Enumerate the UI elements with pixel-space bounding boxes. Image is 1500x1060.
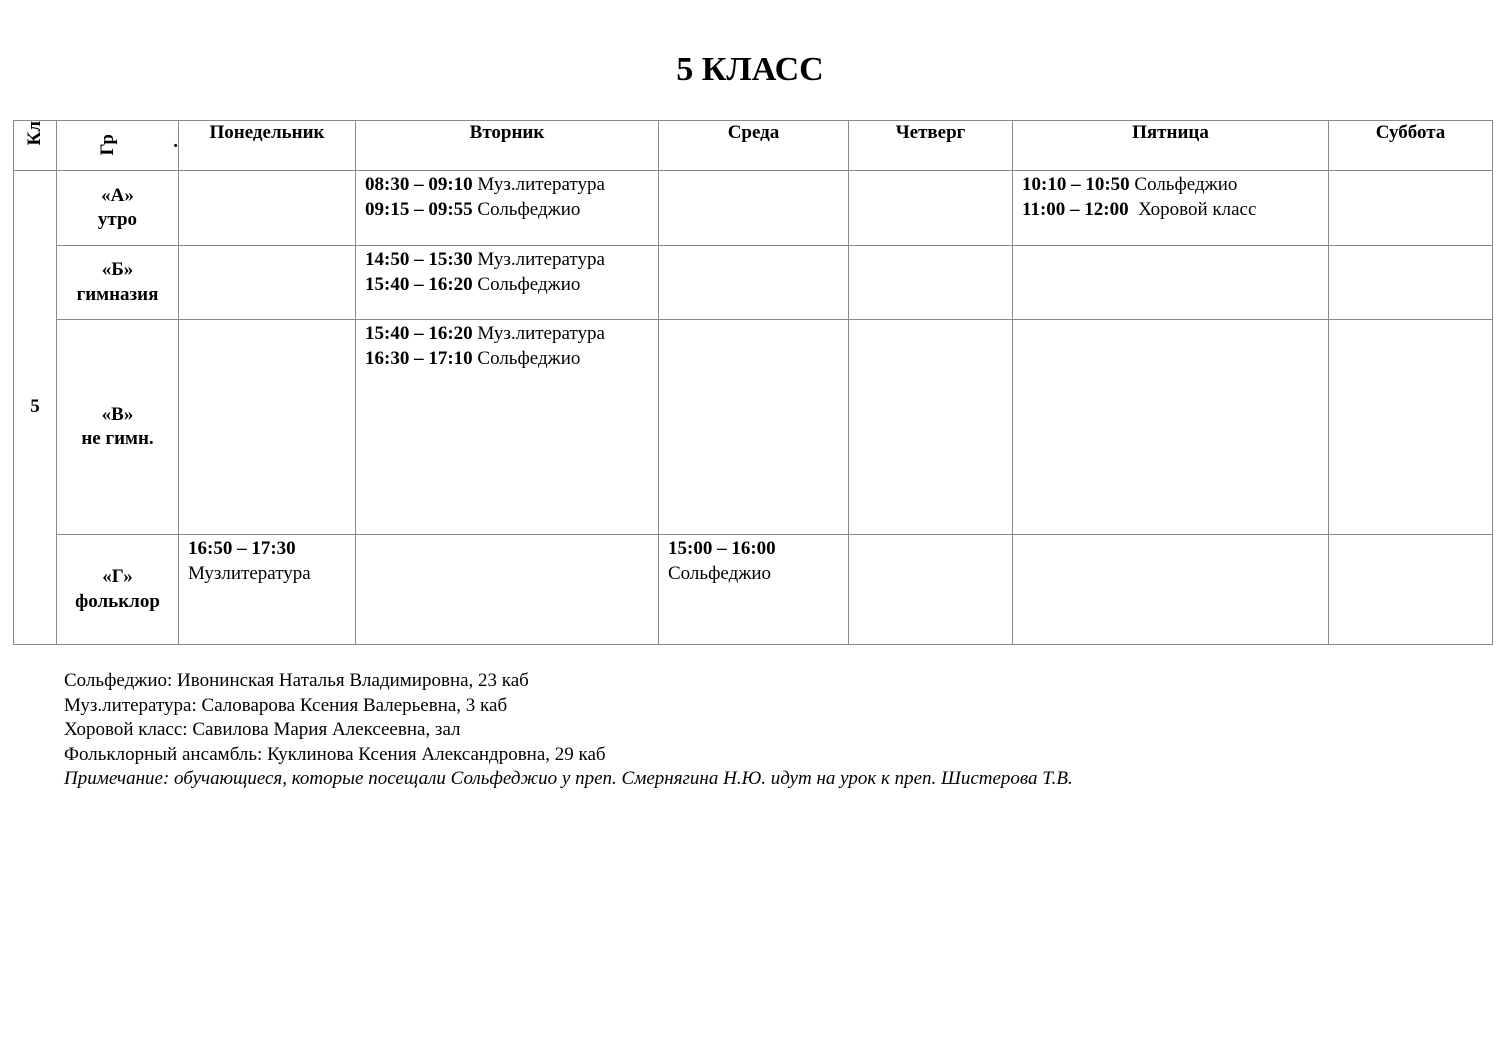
lesson-entry	[365, 248, 658, 273]
group-name: «В»	[101, 403, 134, 425]
class-number-cell	[14, 171, 57, 645]
header-day-wednesday: Среда	[659, 121, 849, 171]
lesson-subject: Сольфеджио	[472, 198, 581, 220]
slot-wednesday	[659, 535, 849, 645]
lesson-subject: Сольфеджио	[472, 347, 581, 369]
lesson-time: 14:50 – 15:30	[365, 249, 473, 270]
note-line: Хоровой класс: Савилова Мария Алексеевна, зал	[64, 719, 461, 740]
header-group-dot: .	[173, 130, 178, 152]
lesson-subject: Сольфеджио	[668, 562, 772, 584]
slot-saturday	[1329, 171, 1493, 246]
slot-monday	[179, 171, 356, 246]
schedule-row	[14, 535, 1493, 645]
group-type: фольклор	[75, 590, 160, 612]
header-day-tuesday: Вторник	[356, 121, 659, 171]
header-class-label: Кл	[23, 121, 45, 146]
lesson-entry	[188, 537, 355, 586]
slot-friday	[1013, 246, 1329, 320]
group-type: не гимн.	[81, 428, 154, 449]
slot-thursday	[849, 535, 1013, 645]
schedule-row	[14, 320, 1493, 535]
lesson-time: 15:40 – 16:20	[365, 323, 473, 344]
note-line: Муз.литература: Саловарова Ксения Валерьевна, 3 каб	[64, 694, 508, 716]
slot-thursday	[849, 246, 1013, 320]
group-name: «А»	[101, 184, 134, 206]
slot-tuesday	[356, 320, 659, 535]
lesson-time: 16:30 – 17:10	[365, 347, 473, 369]
group-name: «Г»	[102, 566, 133, 587]
lesson-subject: Муз.литература	[472, 323, 605, 344]
slot-wednesday	[659, 171, 849, 246]
lesson-entry	[668, 537, 848, 586]
header-class-cell	[14, 121, 57, 171]
schedule-row	[14, 171, 1493, 246]
lesson-time: 10:10 – 10:50	[1022, 174, 1130, 195]
header-day-thursday: Четверг	[849, 121, 1013, 171]
slot-tuesday	[356, 246, 659, 320]
slot-thursday	[849, 320, 1013, 535]
lesson-subject: Хоровой класс	[1128, 198, 1257, 220]
group-cell	[57, 171, 179, 246]
lesson-time: 16:50 – 17:30	[188, 538, 296, 559]
slot-tuesday	[356, 171, 659, 246]
slot-friday	[1013, 171, 1329, 246]
lesson-entry	[365, 322, 658, 347]
slot-monday	[179, 535, 356, 645]
slot-friday	[1013, 535, 1329, 645]
lesson-entry	[365, 347, 658, 372]
lesson-time: 08:30 – 09:10	[365, 174, 473, 195]
lesson-subject: Муз.литература	[472, 249, 605, 270]
header-group-cell	[57, 121, 179, 171]
slot-tuesday	[356, 535, 659, 645]
slot-wednesday	[659, 320, 849, 535]
header-row	[14, 121, 1493, 171]
notes-block	[64, 669, 1073, 792]
lesson-time: 15:00 – 16:00	[668, 538, 776, 559]
schedule-table	[13, 120, 1493, 645]
note-line: Сольфеджио: Ивонинская Наталья Владимировна, 23 каб	[64, 670, 529, 691]
lesson-time: 15:40 – 16:20	[365, 273, 473, 295]
header-day-monday: Понедельник	[179, 121, 356, 171]
class-number: 5	[30, 396, 40, 418]
page-title: 5 КЛАСС	[676, 51, 824, 88]
header-group-label: Гр	[96, 134, 118, 156]
slot-monday	[179, 246, 356, 320]
group-cell	[57, 246, 179, 320]
slot-saturday	[1329, 535, 1493, 645]
group-type: гимназия	[76, 283, 159, 305]
lesson-subject: Сольфеджио	[1129, 174, 1238, 195]
header-day-saturday: Суббота	[1329, 121, 1493, 171]
slot-wednesday	[659, 246, 849, 320]
group-cell	[57, 320, 179, 535]
slot-saturday	[1329, 320, 1493, 535]
schedule-row	[14, 246, 1493, 320]
note-line: Фольклорный ансамбль: Куклинова Ксения Александровна, 29 каб	[64, 743, 606, 765]
lesson-entry	[365, 173, 658, 198]
lesson-entry	[365, 198, 658, 223]
lesson-subject: Муз.литература	[472, 174, 605, 195]
lesson-subject: Музлитература	[188, 562, 311, 584]
lesson-entry	[365, 273, 658, 298]
lesson-time: 09:15 – 09:55	[365, 198, 473, 220]
slot-saturday	[1329, 246, 1493, 320]
lesson-subject: Сольфеджио	[472, 273, 581, 295]
group-name: «Б»	[101, 259, 134, 280]
remark-line: Примечание: обучающиеся, которые посещали Сольфеджио у преп. Смернягина Н.Ю. идут на урок к преп. Шистерова Т.В.	[64, 768, 1073, 789]
header-day-friday: Пятница	[1013, 121, 1329, 171]
lesson-time: 11:00 – 12:00	[1022, 198, 1129, 220]
lesson-entry	[1022, 198, 1328, 223]
group-cell	[57, 535, 179, 645]
slot-friday	[1013, 320, 1329, 535]
lesson-entry	[1022, 173, 1328, 198]
slot-thursday	[849, 171, 1013, 246]
slot-monday	[179, 320, 356, 535]
group-type: утро	[97, 209, 138, 230]
